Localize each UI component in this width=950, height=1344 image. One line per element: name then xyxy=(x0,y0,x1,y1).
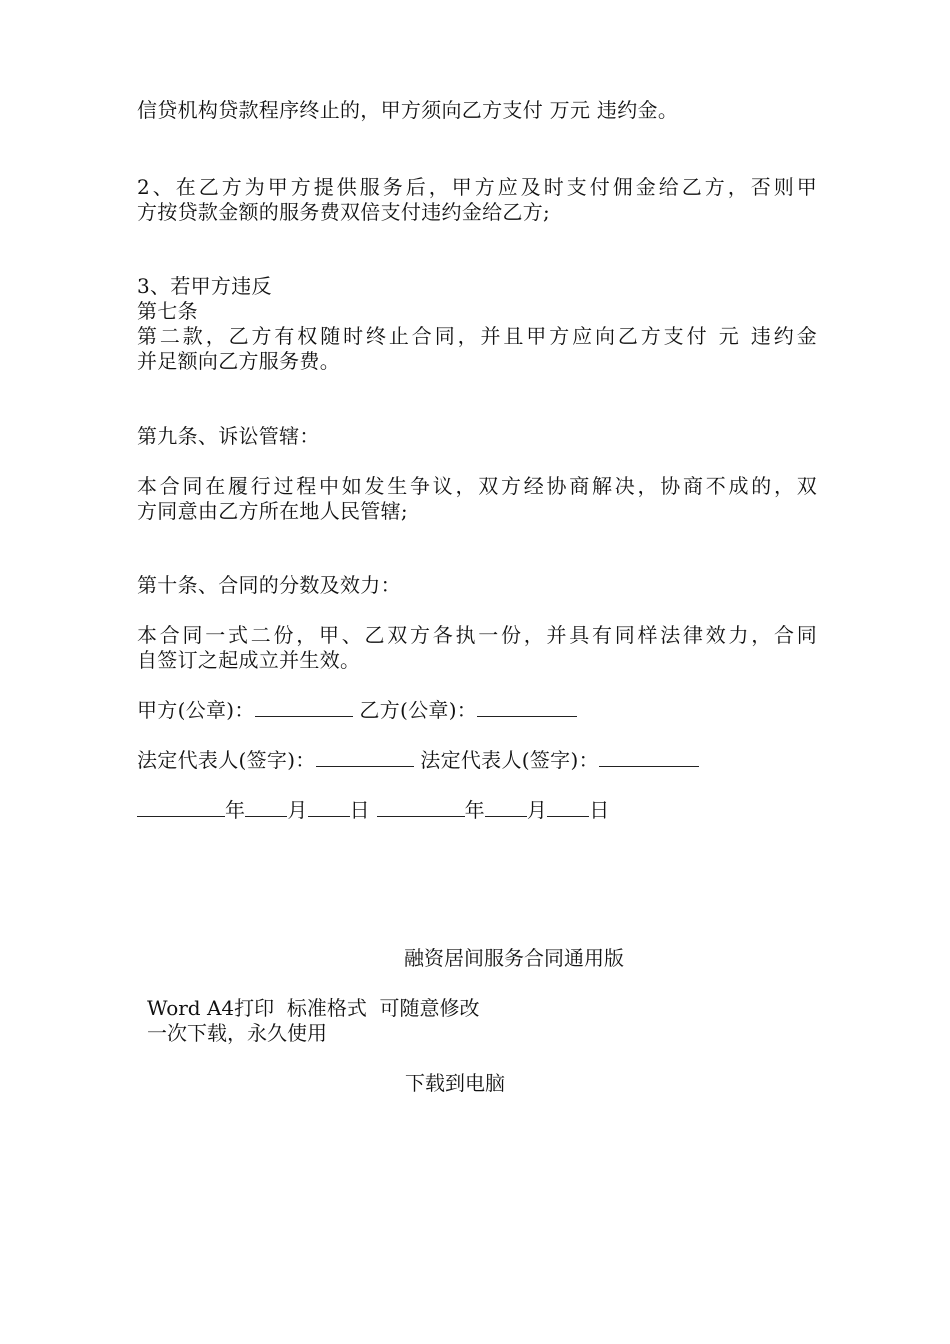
clause-3-line-3: 第二款，乙方有权随时终止合同，并且甲方应向乙方支付 元 违约金 xyxy=(137,324,817,348)
rep-a-blank[interactable] xyxy=(316,748,414,767)
date-b-month-blank[interactable] xyxy=(485,798,527,817)
date-a-month-blank[interactable] xyxy=(245,798,287,817)
article-9-title: 第九条、诉讼管辖： xyxy=(137,424,320,448)
rep-a-label: 法定代表人(签字)： xyxy=(137,748,316,772)
party-a-seal-label: 甲方(公章)： xyxy=(137,698,255,722)
article-10-line-1: 本合同一式二份，甲、乙双方各执一份，并具有同样法律效力，合同 xyxy=(137,623,817,647)
date-b-day-label: 日 xyxy=(589,798,610,822)
download-to-computer-link[interactable]: 下载到电脑 xyxy=(405,1071,505,1095)
rep-b-label: 法定代表人(签字)： xyxy=(420,748,599,772)
article-9-line-2: 方同意由乙方所在地人民管辖; xyxy=(137,499,408,523)
date-a-day-blank[interactable] xyxy=(308,798,350,817)
party-a-seal-blank[interactable] xyxy=(255,698,353,717)
date-a-day-label: 日 xyxy=(349,798,370,822)
clause-2-line-1: 2、在乙方为甲方提供服务后，甲方应及时支付佣金给乙方，否则甲 xyxy=(137,175,817,199)
date-b-year-blank[interactable] xyxy=(377,798,465,817)
paragraph-penalty-termination: 信贷机构贷款程序终止的，甲方须向乙方支付 万元 违约金。 xyxy=(137,98,679,122)
clause-3-line-4: 并足额向乙方服务费。 xyxy=(137,349,340,373)
date-a-year-blank[interactable] xyxy=(137,798,225,817)
article-10-line-2: 自签订之起成立并生效。 xyxy=(137,648,361,672)
date-row xyxy=(137,798,817,823)
date-b-month-label: 月 xyxy=(526,798,548,822)
party-b-seal-blank[interactable] xyxy=(477,698,577,717)
article-10-title: 第十条、合同的分数及效力： xyxy=(137,573,401,597)
rep-b-blank[interactable] xyxy=(599,748,699,767)
feature-line-2: 一次下载，永久使用 xyxy=(147,1021,327,1045)
feature-line: Word A4打印 标准格式 可随意修改 xyxy=(147,996,480,1020)
date-b-year-label: 年 xyxy=(464,798,485,822)
party-b-seal-label: 乙方(公章)： xyxy=(359,698,478,722)
date-b-day-blank[interactable] xyxy=(547,798,589,817)
article-9-line-1: 本合同在履行过程中如发生争议，双方经协商解决，协商不成的，双 xyxy=(137,474,817,498)
document-title: 融资居间服务合同通用版 xyxy=(404,946,624,970)
clause-2-line-2: 方按贷款金额的服务费双倍支付违约金给乙方; xyxy=(137,200,551,224)
date-a-year-label: 年 xyxy=(225,798,246,822)
seal-row xyxy=(137,698,817,723)
representative-row xyxy=(137,748,817,773)
date-a-month-label: 月 xyxy=(287,798,308,822)
clause-3-line-1: 3、若甲方违反 xyxy=(137,274,272,298)
clause-3-line-2: 第七条 xyxy=(137,299,198,323)
